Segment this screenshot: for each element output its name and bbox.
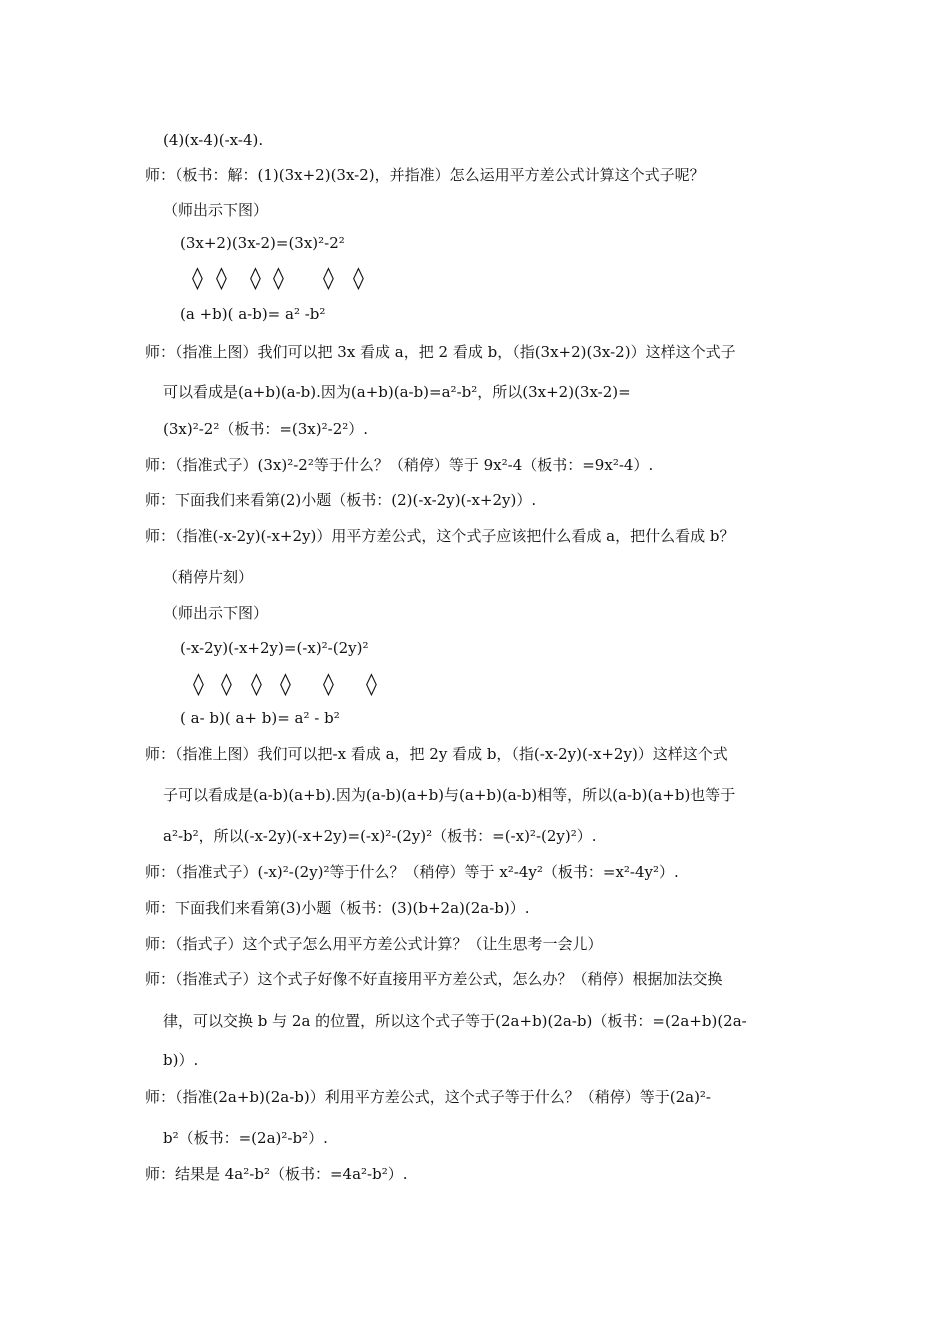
diamond-symbol: ◊ (280, 672, 291, 697)
text-line: （师出示下图） (163, 201, 269, 219)
text-line: (3x)²-2²（板书：=(3x)²-2²）. (163, 420, 369, 438)
text-line: 师：（指准式子）(-x)²-(2y)²等于什么？（稍停）等于 x²-4y²（板书：=x²-4y²）. (145, 863, 679, 881)
text-line: 师：（指准上图）我们可以把-x 看成 a，把 2y 看成 b，（指(-x-2y)(-x+2y)）这样这个式 (145, 745, 728, 763)
text-line: 师：下面我们来看第(2)小题（板书：(2)(-x-2y)(-x+2y)）. (145, 491, 537, 509)
diamond-symbol: ◊ (192, 266, 203, 291)
diamond-row (0, 672, 950, 698)
text-line: a²-b²，所以(-x-2y)(-x+2y)=(-x)²-(2y)²（板书：=(-x)²-(2y)²）. (163, 827, 597, 845)
formula-line: (a +b)( a-b)= a² -b² (180, 305, 326, 323)
diamond-row (0, 266, 950, 292)
formula-line: ( a- b)( a+ b)= a² - b² (180, 709, 340, 727)
text-line: 师：（指式子）这个式子怎么用平方差公式计算？（让生思考一会儿） (145, 935, 603, 953)
text-line: 师：（指准式子）(3x)²-2²等于什么？（稍停）等于 9x²-4（板书：=9x²-4）. (145, 456, 654, 474)
diamond-symbol: ◊ (250, 266, 261, 291)
text-line: 可以看成是(a+b)(a-b).因为(a+b)(a-b)=a²-b²，所以(3x+2)(3x-2)= (163, 383, 631, 401)
text-line: b²（板书：=(2a)²-b²）. (163, 1129, 328, 1147)
diamond-symbol: ◊ (366, 672, 377, 697)
text-line: 师：下面我们来看第(3)小题（板书：(3)(b+2a)(2a-b)）. (145, 899, 530, 917)
text-line: 师：结果是 4a²-b²（板书：=4a²-b²）. (145, 1165, 408, 1183)
text-line: b)）. (163, 1051, 199, 1069)
text-line: （稍停片刻） (163, 568, 254, 586)
text-line: 师：（指准(2a+b)(2a-b)）利用平方差公式，这个式子等于什么？（稍停）等于(2a)²- (145, 1088, 711, 1106)
diamond-symbol: ◊ (216, 266, 227, 291)
text-line: 师：（指准上图）我们可以把 3x 看成 a，把 2 看成 b，（指(3x+2)(3x-2)）这样这个式子 (145, 343, 736, 361)
formula-line: (-x-2y)(-x+2y)=(-x)²-(2y)² (180, 639, 369, 657)
text-line: （师出示下图） (163, 604, 269, 622)
formula-line: (3x+2)(3x-2)=(3x)²-2² (180, 234, 345, 252)
diamond-symbol: ◊ (353, 266, 364, 291)
text-line: 师：（板书：解：(1)(3x+2)(3x-2)，并指准）怎么运用平方差公式计算这个式子呢？ (145, 166, 705, 184)
diamond-symbol: ◊ (251, 672, 262, 697)
text-line: 师：（指准式子）这个式子好像不好直接用平方差公式，怎么办？（稍停）根据加法交换 (145, 970, 723, 988)
text-line: 师：（指准(-x-2y)(-x+2y)）用平方差公式，这个式子应该把什么看成 a，把什么看成 b？ (145, 527, 735, 545)
diamond-symbol: ◊ (323, 266, 334, 291)
text-line: (4)(x-4)(-x-4). (163, 131, 264, 149)
diamond-symbol: ◊ (323, 672, 334, 697)
text-line: 子可以看成是(a-b)(a+b).因为(a-b)(a+b)与(a+b)(a-b)相等，所以(a-b)(a+b)也等于 (163, 786, 736, 804)
text-line: 律，可以交换 b 与 2a 的位置，所以这个式子等于(2a+b)(2a-b)（板书：=(2a+b)(2a- (163, 1012, 747, 1030)
diamond-symbol: ◊ (193, 672, 204, 697)
diamond-symbol: ◊ (273, 266, 284, 291)
diamond-symbol: ◊ (221, 672, 232, 697)
